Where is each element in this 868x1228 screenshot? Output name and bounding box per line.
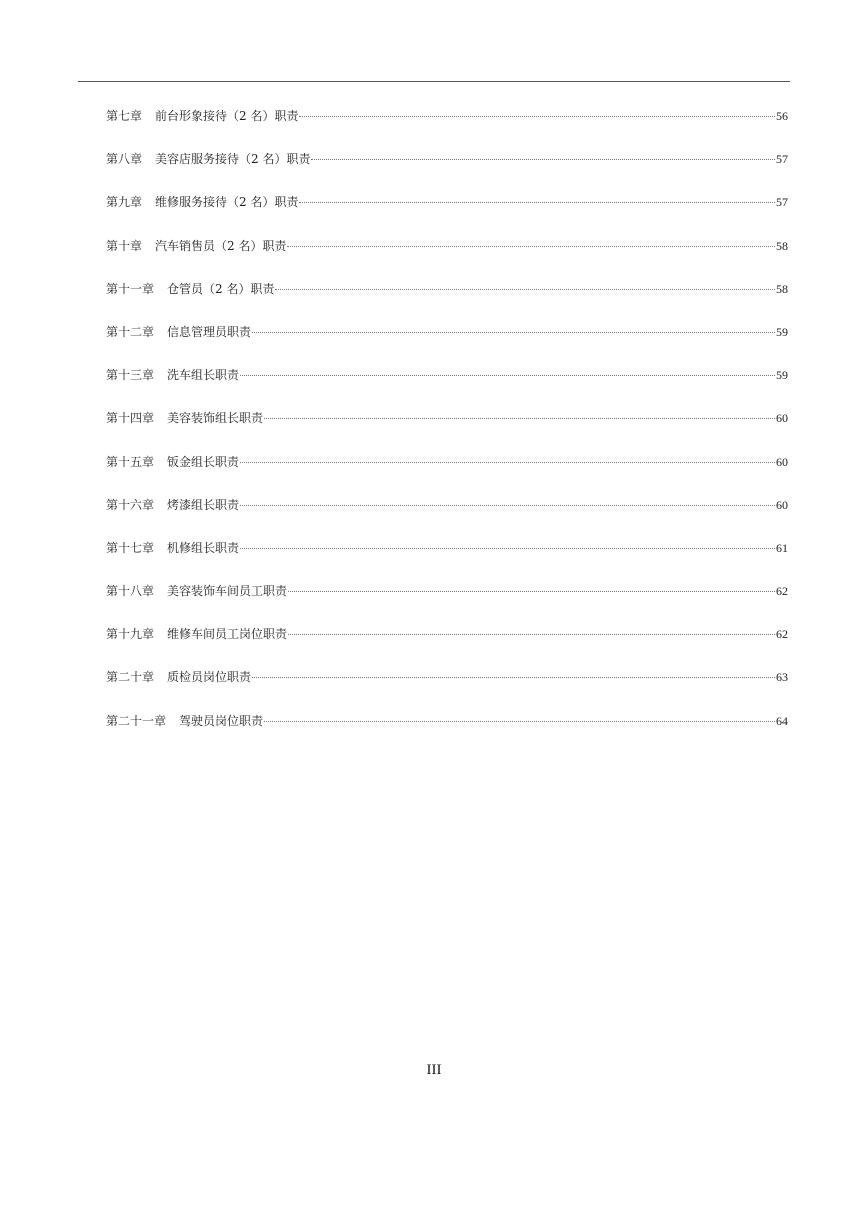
toc-chapter-number: 第九章 <box>106 195 143 210</box>
toc-chapter-number: 第十四章 <box>106 411 155 426</box>
toc-entry[interactable] <box>106 581 788 624</box>
toc-page-number: 62 <box>776 627 788 642</box>
toc-dot-leader <box>252 332 775 333</box>
page-footer-number: III <box>426 1062 442 1078</box>
toc-page-number: 59 <box>776 368 788 383</box>
toc-entry[interactable] <box>106 452 788 495</box>
toc-entry[interactable] <box>106 365 788 408</box>
toc-title: 前台形象接待（2 名）职责 <box>155 109 299 123</box>
toc-page-number: 61 <box>776 540 788 555</box>
toc-entry[interactable] <box>106 106 788 149</box>
table-of-contents <box>106 106 788 754</box>
toc-chapter-number: 第七章 <box>106 109 143 123</box>
toc-entry[interactable] <box>106 495 788 538</box>
toc-title: 美容装饰车间员工职责 <box>167 584 288 599</box>
toc-dot-leader <box>288 591 775 592</box>
toc-chapter-number: 第八章 <box>106 152 143 167</box>
toc-page-number: 58 <box>776 238 788 253</box>
toc-title: 仓管员（2 名）职责 <box>167 281 275 296</box>
toc-title: 驾驶员岗位职责 <box>179 713 264 728</box>
toc-dot-leader <box>240 462 775 463</box>
toc-chapter-number: 第二十一章 <box>106 713 167 728</box>
toc-dot-leader <box>299 116 775 117</box>
toc-entry[interactable] <box>106 279 788 322</box>
toc-dot-leader <box>240 548 775 549</box>
toc-dot-leader <box>275 289 775 290</box>
toc-title: 机修组长职责 <box>167 540 240 555</box>
toc-dot-leader <box>240 505 775 506</box>
toc-page-number: 57 <box>776 195 788 210</box>
toc-entry[interactable] <box>106 408 788 451</box>
toc-page-number: 62 <box>776 584 788 599</box>
toc-chapter-number: 第十一章 <box>106 281 155 296</box>
toc-page-number: 58 <box>776 281 788 296</box>
toc-title: 质检员岗位职责 <box>167 670 252 685</box>
toc-chapter-number: 第十九章 <box>106 627 155 642</box>
toc-dot-leader <box>264 418 775 419</box>
toc-page-number: 64 <box>776 713 788 728</box>
toc-page-number: 56 <box>776 109 788 123</box>
toc-entry[interactable] <box>106 322 788 365</box>
toc-chapter-number: 第十七章 <box>106 540 155 555</box>
toc-title: 维修服务接待（2 名）职责 <box>155 195 299 210</box>
toc-chapter-number: 第十八章 <box>106 584 155 599</box>
toc-dot-leader <box>252 677 775 678</box>
toc-page-number: 59 <box>776 324 788 339</box>
toc-chapter-number: 第二十章 <box>106 670 155 685</box>
toc-title: 烤漆组长职责 <box>167 497 240 512</box>
toc-chapter-number: 第十二章 <box>106 324 155 339</box>
toc-entry[interactable] <box>106 149 788 192</box>
toc-page-number: 60 <box>776 497 788 512</box>
toc-dot-leader <box>299 202 775 203</box>
toc-dot-leader <box>240 375 775 376</box>
toc-entry[interactable] <box>106 667 788 710</box>
toc-chapter-number: 第十三章 <box>106 368 155 383</box>
header-rule <box>78 81 790 82</box>
toc-title: 信息管理员职责 <box>167 324 252 339</box>
toc-entry[interactable] <box>106 236 788 279</box>
toc-title: 洗车组长职责 <box>167 368 240 383</box>
toc-page-number: 63 <box>776 670 788 685</box>
toc-title: 钣金组长职责 <box>167 454 240 469</box>
toc-dot-leader <box>288 634 775 635</box>
toc-title: 维修车间员工岗位职责 <box>167 627 288 642</box>
toc-entry[interactable] <box>106 624 788 667</box>
toc-dot-leader <box>287 246 775 247</box>
toc-page-number: 60 <box>776 454 788 469</box>
toc-dot-leader <box>311 159 775 160</box>
toc-title: 美容店服务接待（2 名）职责 <box>155 152 311 167</box>
toc-page-number: 60 <box>776 411 788 426</box>
toc-entry[interactable] <box>106 711 788 754</box>
toc-entry[interactable] <box>106 538 788 581</box>
toc-chapter-number: 第十五章 <box>106 454 155 469</box>
toc-title: 美容装饰组长职责 <box>167 411 264 426</box>
toc-chapter-number: 第十六章 <box>106 497 155 512</box>
toc-dot-leader <box>264 721 775 722</box>
toc-chapter-number: 第十章 <box>106 238 143 253</box>
toc-page-number: 57 <box>776 152 788 167</box>
toc-title: 汽车销售员（2 名）职责 <box>155 238 287 253</box>
toc-entry[interactable] <box>106 192 788 235</box>
